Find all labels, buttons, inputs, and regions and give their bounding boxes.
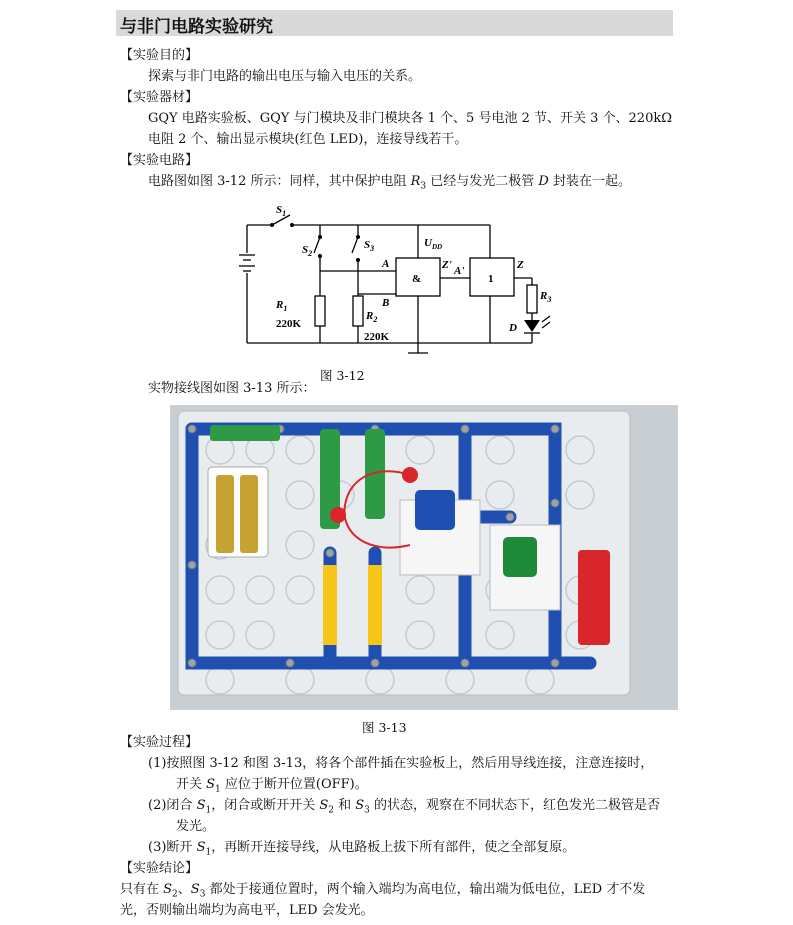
section-circuit: 【实验电路】: [120, 153, 199, 168]
r3-resistor: [527, 285, 537, 313]
sym-sub1: 1: [205, 847, 212, 858]
step2-post: 的状态，观察在不同状态下，红色发光二极管是否: [369, 798, 661, 813]
sym-sub2: 2: [172, 889, 178, 900]
circuit-diagram: [230, 198, 570, 363]
section-conclusion: 【实验结论】: [120, 861, 199, 876]
purpose-text: 探索与非门电路的输出电压与输入电压的关系。: [148, 69, 422, 84]
circuit-text-b: 已经与发光二极管: [426, 174, 539, 189]
step2-pre: (2)闭合: [148, 798, 197, 813]
switch-s1: [210, 425, 280, 441]
sym-s: S: [355, 798, 365, 813]
r1-resistor: [315, 296, 325, 326]
s2-blade: [314, 237, 320, 253]
sym-s: S: [319, 798, 329, 813]
led-diode-icon: [524, 320, 540, 332]
materials-line-1: GQY 电路实验板、GQY 与门模块及非门模块各 1 个、5 号电池 2 节、开关 3 个、220kΩ: [148, 111, 672, 126]
label-a: A: [382, 258, 390, 270]
title-bar: [116, 10, 673, 36]
s3-blade: [352, 237, 358, 253]
and-symbol: &: [412, 273, 422, 285]
r2-resistor: [353, 296, 363, 326]
sym-s: S: [196, 798, 206, 813]
step3-post: ，再断开连接导线，从电路板上拔下所有部件，使之全部复原。: [211, 840, 576, 855]
jumper-plug-1: [402, 467, 418, 483]
label-b: B: [382, 297, 390, 309]
circuit-text-a: 电路图如图 3-12 所示：同样，其中保护电阻: [148, 174, 411, 189]
section-process: 【实验过程】: [120, 735, 199, 750]
step2-and: 和: [333, 798, 356, 813]
label-d: D: [509, 322, 517, 334]
and-module: [415, 490, 455, 530]
page-title: 与非门电路实验研究: [120, 17, 273, 37]
label-r1: $R_1$: [276, 299, 288, 313]
label-r1-value: 220K: [276, 318, 302, 330]
concl-pre: 只有在: [120, 882, 164, 897]
figure-caption-3-13: 图 3-13: [362, 720, 407, 735]
label-s1: $S_1$: [276, 204, 287, 218]
circuit-text: [148, 173, 631, 196]
step1-pre: 开关: [176, 777, 207, 792]
step1-post: 应位于断开位置(OFF)。: [220, 777, 368, 792]
sym-sub2: 2: [328, 805, 334, 816]
not-module: [503, 537, 537, 577]
circuit-text-c: 封装在一起。: [548, 174, 631, 189]
sym-s: S: [163, 882, 173, 897]
label-r3: $R_3$: [540, 290, 552, 304]
sym-d: D: [538, 174, 549, 189]
battery-2: [240, 475, 258, 553]
step-2-line-1: [148, 797, 660, 820]
label-r2-value: 220K: [364, 331, 390, 343]
section-purpose: 【实验目的】: [120, 48, 199, 63]
label-r2: $R_2$: [366, 310, 378, 324]
label-udd: $U_{DD}$: [424, 237, 443, 251]
step-2-line-2: 发光。: [176, 819, 216, 834]
step-1-line-2: [176, 776, 368, 799]
sym-s: S: [190, 882, 200, 897]
not-symbol: 1: [488, 273, 494, 285]
sym-sub3: 3: [364, 805, 370, 816]
resistor-r1: [323, 565, 337, 645]
sym-r: R: [410, 174, 421, 189]
label-s2: $S_2$: [302, 244, 313, 258]
sym-sub1: 1: [205, 805, 212, 816]
label-s3: $S_3$: [364, 239, 375, 253]
sym-sub1: 1: [215, 784, 221, 795]
s1-blade: [272, 215, 290, 225]
sym-sep: 、: [177, 882, 191, 897]
resistor-r2: [368, 565, 382, 645]
led-output-module: [578, 550, 610, 645]
sym-s: S: [196, 840, 206, 855]
battery-1: [216, 475, 234, 553]
sym-sub3: 3: [420, 181, 427, 192]
figure-caption-3-12: 图 3-12: [320, 368, 365, 383]
label-zprime: Z': [442, 259, 452, 271]
step-1-line-1: (1)按照图 3-12 和图 3-13，将各个部件插在实验板上，然后用导线连接，注意连接时，: [148, 756, 654, 771]
label-aprime: A': [454, 265, 465, 277]
materials-line-2: 电阻 2 个、输出显示模块(红色 LED)，连接导线若干。: [148, 132, 468, 147]
section-materials: 【实验器材】: [120, 90, 199, 105]
concl-post: 都处于接通位置时，两个输入端均为高电位，输出端为低电位，LED 才不发: [205, 882, 646, 897]
sym-sub3: 3: [199, 889, 206, 900]
step2-mid: ，闭合或断开开关: [211, 798, 320, 813]
sym-s: S: [206, 777, 216, 792]
conclusion-line-1: [120, 881, 645, 904]
step-3: [148, 839, 575, 862]
jumper-plug-2: [330, 507, 346, 523]
step3-pre: (3)断开: [148, 840, 197, 855]
conclusion-line-2: 光，否则输出端均为高电平，LED 会发光。: [120, 903, 374, 918]
label-z: Z: [517, 259, 524, 271]
wiring-photo: [170, 405, 678, 710]
photo-intro: 实物接线图如图 3-13 所示：: [148, 381, 316, 396]
